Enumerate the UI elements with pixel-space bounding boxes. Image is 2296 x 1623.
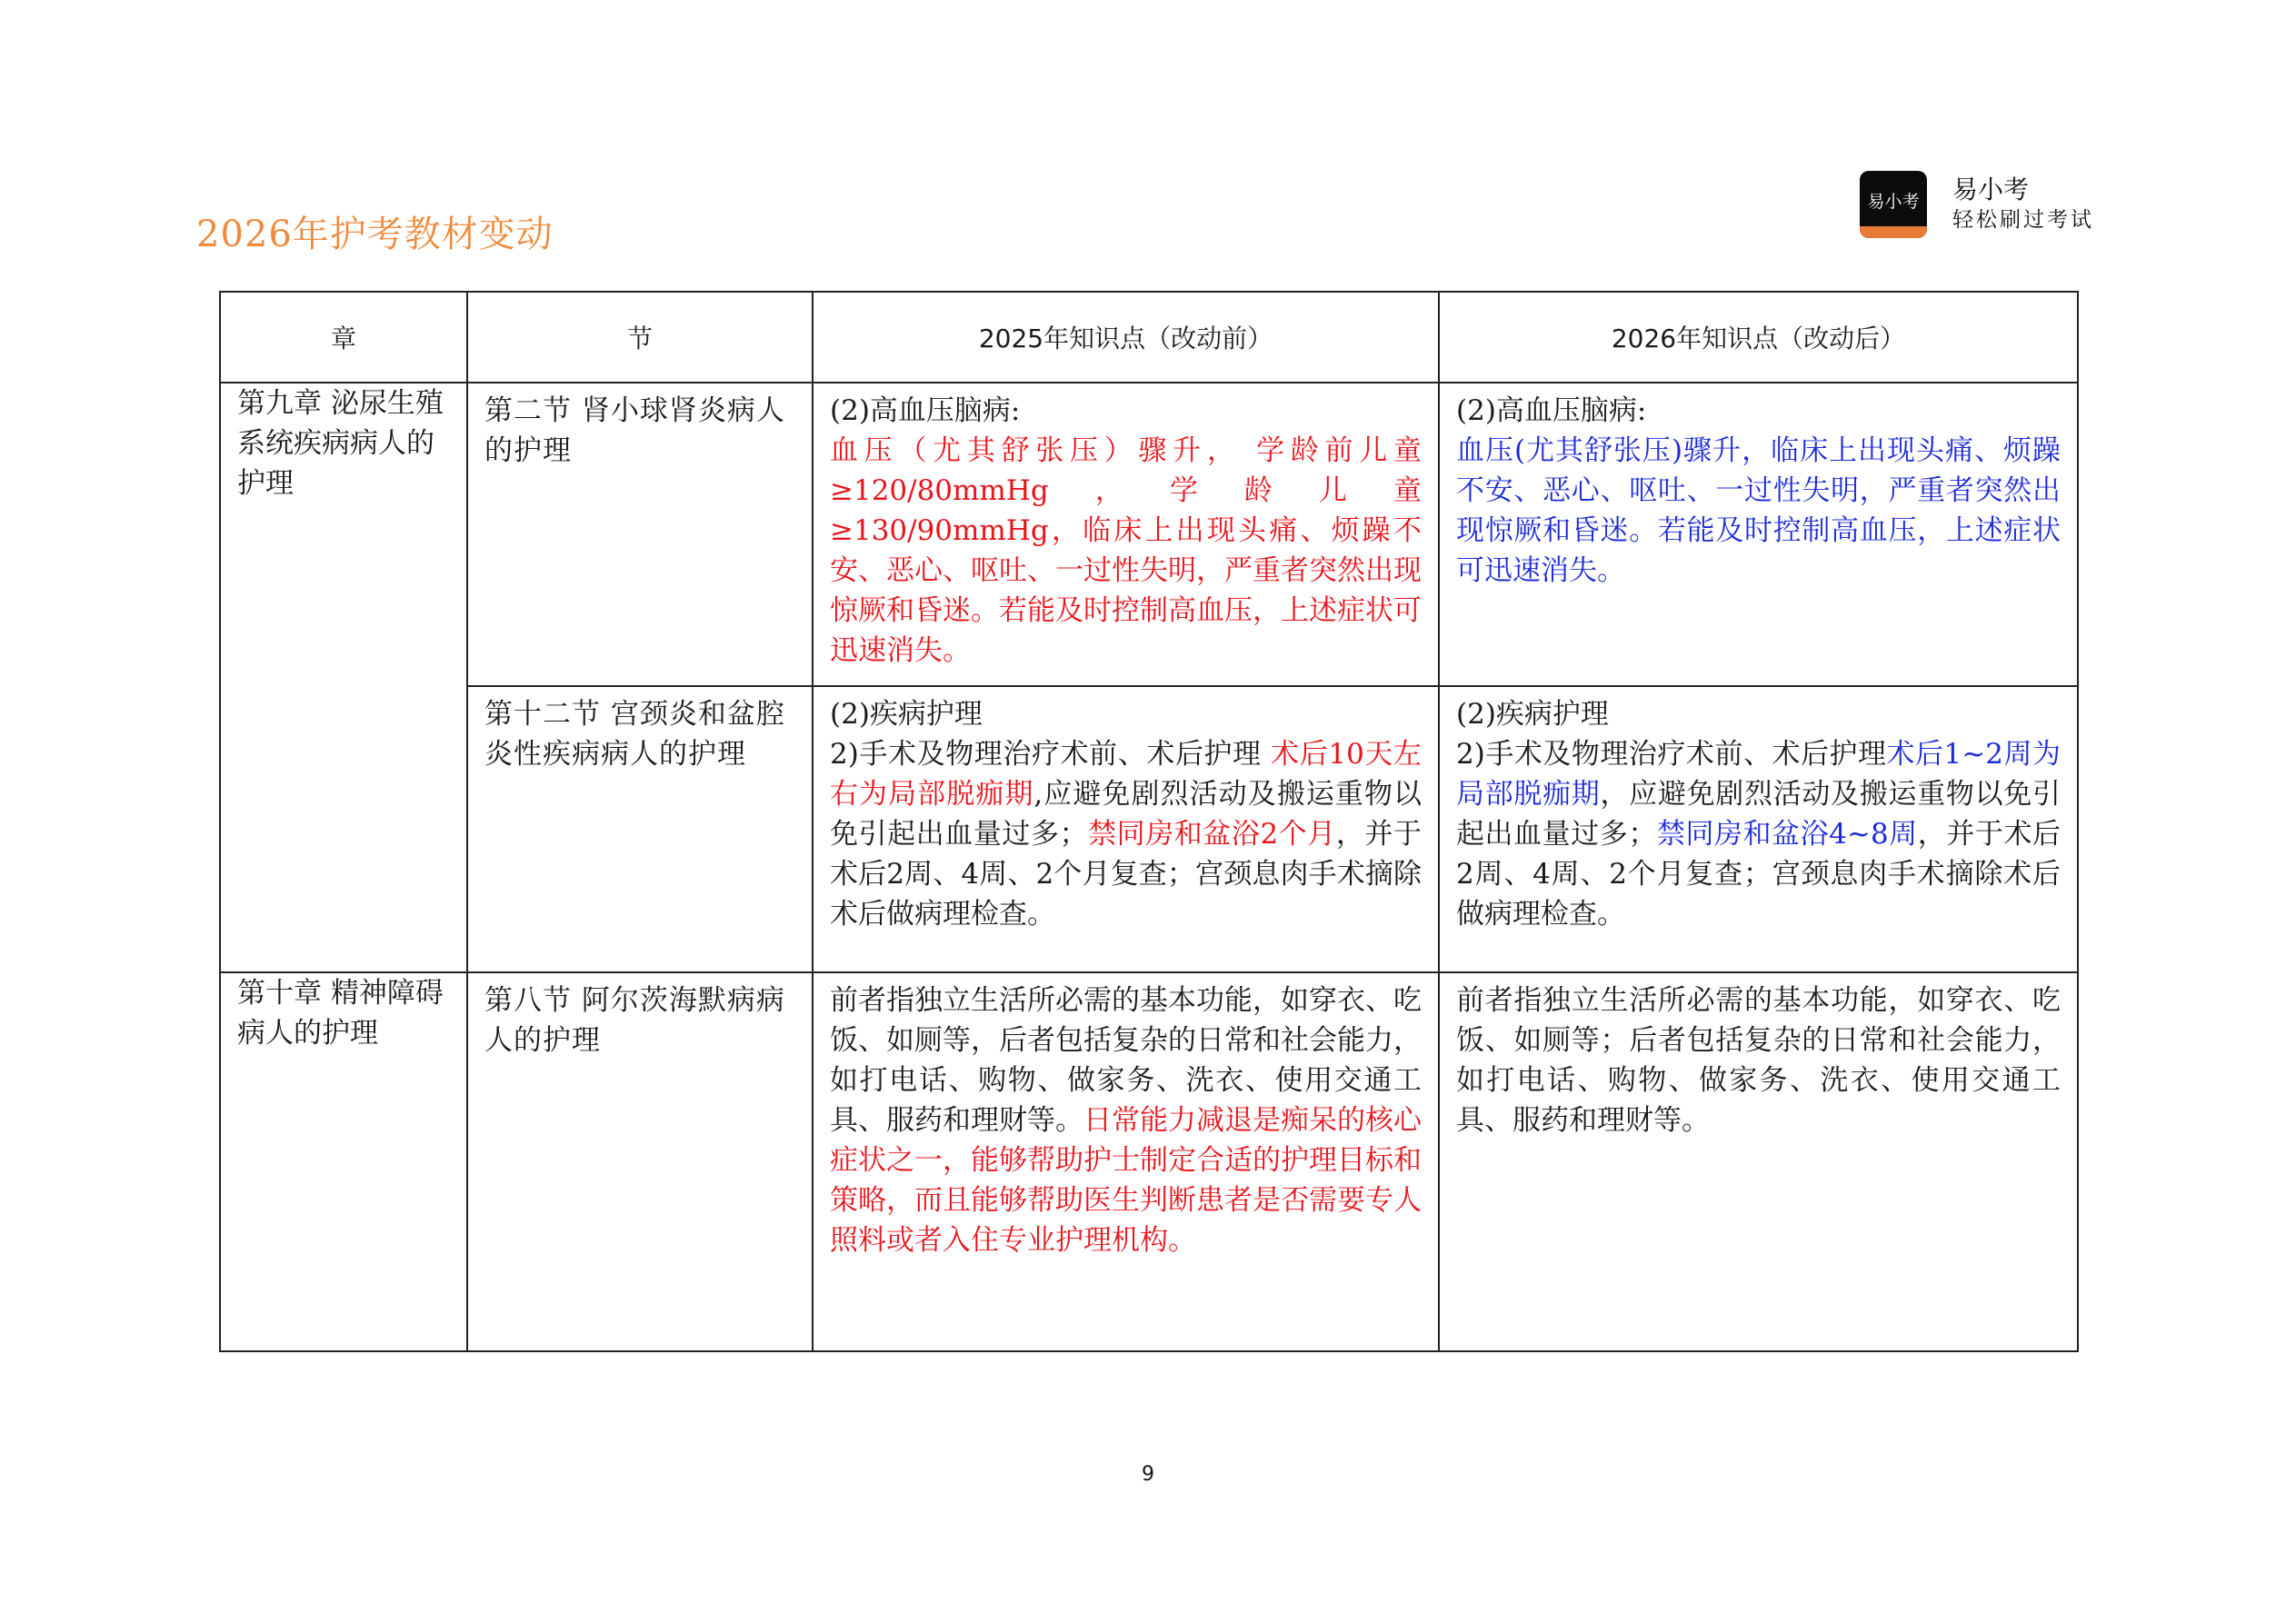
after-highlight-text: 术后1~2周为局部脱痂期 [1456,738,2061,811]
after-body [1456,734,2061,934]
chapter-cell: 第九章 泌尿生殖系统疾病病人的护理 [220,383,467,972]
column-header-after: 2026年知识点（改动后） [1439,292,2078,383]
after-highlight-text: 血压(尤其舒张压)骤升，临床上出现头痛、烦躁不安、恶心、呕吐、一过性失明，严重者突然出现惊厥和昏迷。若能及时控制高血压，上述症状可迅速消失。 [1456,434,2061,587]
table-header-row [220,292,2078,383]
section-cell: 第八节 阿尔茨海默病病人的护理 [467,972,813,1351]
after-text: ，应避免剧烈活动及搬运重物以免引起出血量过多； [1456,778,2061,851]
brand-logo-icon [1860,171,1927,238]
before-highlight-text: 术后10天左右为局部脱痂期 [830,738,1422,811]
page-number: 9 [1142,1463,1154,1486]
before-text: ,应避免剧烈活动及搬运重物以免引起出血量过多； [830,778,1423,851]
table-row [220,972,2078,1351]
after-text: ，并于术后2周、4周、2个月复查；宫颈息肉手术摘除术后做病理检查。 [1456,818,2061,931]
brand-logo-text: 易小考 [1867,191,1920,212]
brand-block [1860,171,2094,238]
before-highlight-text: 血压（尤其舒张压）骤升， 学龄前儿童≥120/80mmHg，学龄儿童≥130/90mmHg，临床上出现头痛、烦躁不安、恶心、呕吐、一过性失明，严重者突然出现惊厥和昏迷。若能及时控制高血压，上述症状可迅速消失。 [830,434,1422,667]
after-cell [1439,383,2078,686]
after-highlight-text: 禁同房和盆浴4~8周 [1656,818,1918,851]
section-cell: 第十二节 宫颈炎和盆腔炎性疾病病人的护理 [467,686,813,972]
after-cell [1439,972,2078,1351]
after-text: 前者指独立生活所必需的基本功能，如穿衣、吃饭、如厕等；后者包括复杂的日常和社会能力，如打电话、购物、做家务、洗衣、使用交通工具、服药和理财等。 [1456,984,2061,1137]
column-header-section: 节 [467,292,813,383]
column-header-before: 2025年知识点（改动前） [813,292,1439,383]
before-text: ，并于术后2周、4周、2个月复查；宫颈息肉手术摘除术后做病理检查。 [830,818,1423,931]
brand-slogan: 轻松刷过考试 [1952,208,2094,232]
before-cell [813,686,1439,972]
table-row [220,383,2078,686]
before-body [830,734,1422,934]
after-heading: (2)高血压脑病: [1456,394,1647,427]
before-heading: (2)疾病护理 [830,698,983,731]
column-header-chapter: 章 [220,292,467,383]
before-text: 2)手术及物理治疗术前、术后护理 [830,738,1272,771]
before-highlight-text: 日常能力减退是痴呆的核心症状之一，能够帮助护士制定合适的护理目标和策略，而且能够帮助医生判断患者是否需要专人照料或者入住专业护理机构。 [830,1104,1422,1257]
after-heading: (2)疾病护理 [1456,698,1609,731]
before-cell [813,972,1439,1351]
after-cell [1439,686,2078,972]
before-cell [813,383,1439,686]
table-row [220,686,2078,972]
chapter-cell: 第十章 精神障碍病人的护理 [220,972,467,1351]
before-heading: (2)高血压脑病: [830,394,1021,427]
before-highlight-text: 禁同房和盆浴2个月 [1087,818,1336,851]
changes-table [219,291,2079,1352]
after-text: 2)手术及物理治疗术前、术后护理 [1456,738,1887,771]
before-text: 前者指独立生活所必需的基本功能，如穿衣、吃饭、如厕等，后者包括复杂的日常和社会能力，如打电话、购物、做家务、洗衣、使用交通工具、服药和理财等。 [830,984,1422,1137]
section-cell: 第二节 肾小球肾炎病人的护理 [467,383,813,686]
brand-name: 易小考 [1952,174,2030,204]
page-title: 2026年护考教材变动 [196,214,554,255]
